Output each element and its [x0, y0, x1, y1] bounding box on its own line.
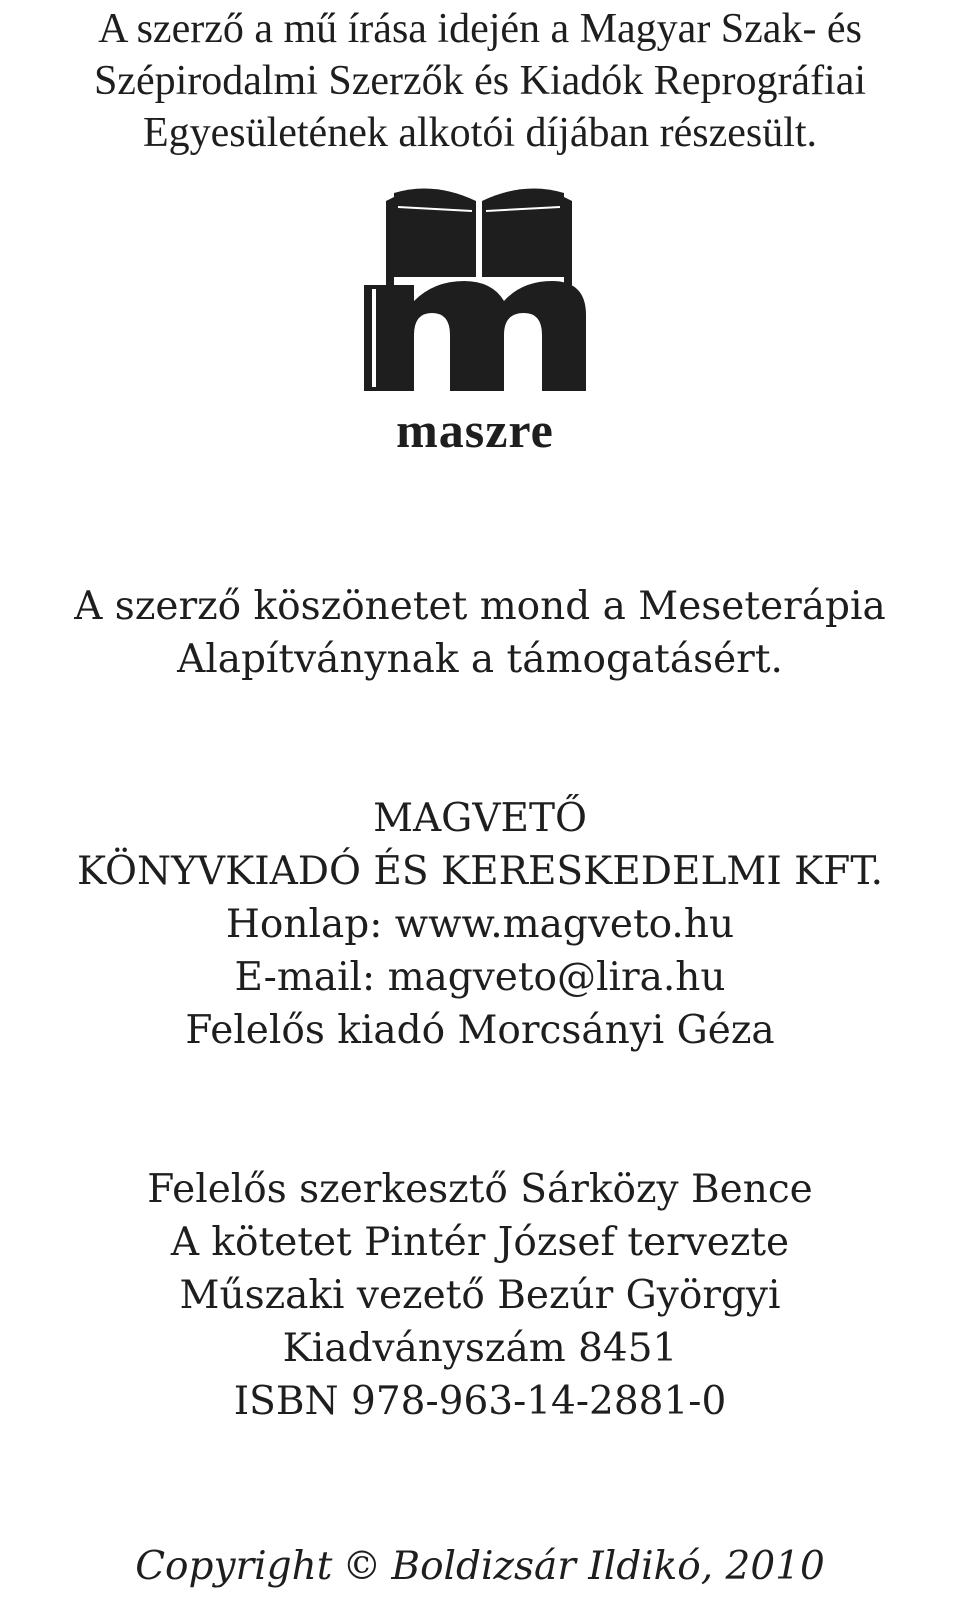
acknowledgement-line-1: A szerző köszönetet mond a Meseterápia: [74, 584, 886, 629]
edition-credits: [0, 1163, 960, 1428]
copyright-line: [0, 1540, 960, 1594]
publisher-company: KÖNYVKIADÓ ÉS KERESKEDELMI KFT.: [76, 849, 884, 894]
copyright-icon: ©: [342, 1544, 382, 1589]
acknowledgement-line-2: Alapítványnak a támogatásért.: [177, 637, 783, 682]
publication-number: Kiadványszám 8451: [282, 1326, 678, 1371]
author-award-note: [0, 3, 960, 159]
maszre-logo: [364, 185, 594, 457]
open-book-m-logo-icon: [364, 185, 594, 457]
copyright-label: Copyright: [135, 1544, 333, 1589]
publisher-responsible: Felelős kiadó Morcsányi Géza: [185, 1008, 775, 1053]
publisher-info: [0, 792, 960, 1057]
credit-designer: A kötetet Pintér József tervezte: [170, 1220, 790, 1265]
award-note-line-2: Szépirodalmi Szerzők és Kiadók Reprográfiai: [93, 58, 867, 104]
publisher-email: E-mail: magveto@lira.hu: [234, 955, 726, 1000]
award-note-line-3: Egyesületének alkotói díjában részesült.: [142, 110, 818, 156]
award-note-line-1: A szerző a mű írása idején a Magyar Szak- és: [98, 6, 862, 52]
copyright-holder: Boldizsár Ildikó, 2010: [391, 1544, 825, 1589]
credit-editor: Felelős szerkesztő Sárközy Bence: [147, 1167, 813, 1212]
credit-technical-manager: Műszaki vezető Bezúr Györgyi: [179, 1273, 781, 1318]
publisher-name: MAGVETŐ: [373, 796, 587, 841]
publisher-website: Honlap: www.magveto.hu: [225, 902, 735, 947]
acknowledgement: [0, 580, 960, 686]
maszre-wordmark: maszre: [396, 402, 554, 457]
isbn: ISBN 978-963-14-2881-0: [233, 1379, 727, 1424]
